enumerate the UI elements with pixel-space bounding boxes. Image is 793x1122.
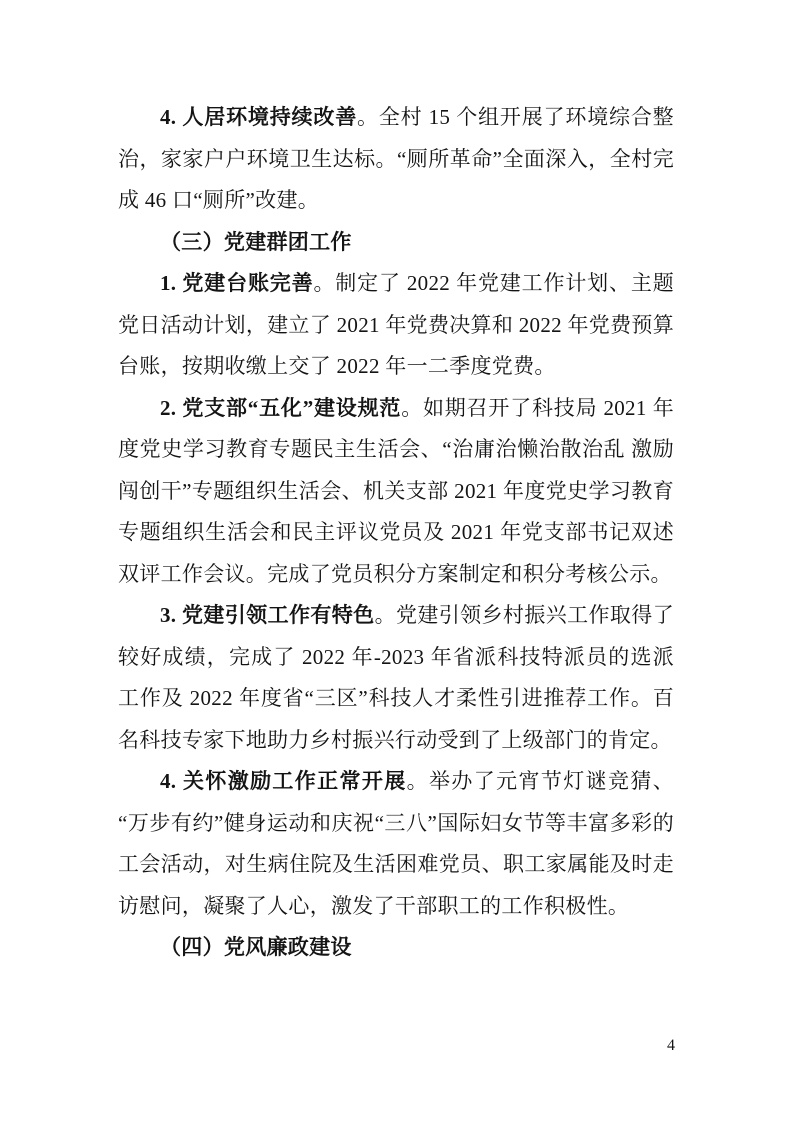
paragraph-text: 。制定了 2022 年党建工作计划、主题党日活动计划，建立了 2021 年党费决算和 2022 年党费预算台账，按期收缴上交了 2022 年一二季度党费。 (118, 271, 674, 378)
paragraph-lead: 1. 党建台账完善 (160, 271, 314, 295)
paragraph-text: 。全村 15 个组开展了环境综合整治，家家户户环境卫生达标。“厕所革命”全面深入，全村完成 46 口“厕所”改建。 (118, 105, 674, 212)
paragraph-lead: 2. 党支部“五化”建设规范 (160, 395, 402, 420)
paragraph-lead: 4. 人居环境持续改善 (160, 105, 358, 129)
section-heading-party-conduct: （四）党风廉政建设 (160, 935, 352, 959)
document-body (118, 97, 674, 969)
paragraph-party-ledger (118, 263, 674, 388)
paragraph-lead: 4. 关怀激励工作正常开展 (160, 769, 407, 793)
paragraph-text: 。举办了元宵节灯谜竞猜、“万步有约”健身运动和庆祝“三八”国际妇女节等丰富多彩的工会活动，对生病住院及生活困难党员、职工家属能及时走访慰问，凝聚了人心，激发了干部职工的工作积极性。 (118, 769, 674, 918)
page-footer (667, 1037, 675, 1055)
paragraph-care-incentive (118, 761, 674, 927)
paragraph-text: 。如期召开了科技局 2021 年度党史学习教育专题民主生活会、“治庸治懒治散治乱 激励闯创干”专题组织生活会、机关支部 2021 年度党史学习教育专题组织生活会和民主评议党员及 2021 年党支部书记双述双评工作会议。完成了党员积分方案制定和积分考核公示。 (118, 395, 674, 586)
paragraph-text: 。党建引领乡村振兴工作取得了较好成绩，完成了 2022 年-2023 年省派科技特派员的选派工作及 2022 年度省“三区”科技人才柔性引进推荐工作。百名科技专家下地助力乡村振兴行动受到了上级部门的肯定。 (118, 603, 674, 752)
paragraph-lead: 3. 党建引领工作有特色 (160, 603, 375, 627)
paragraph-branch-standardization (118, 388, 674, 596)
section-heading-party-building: （三）党建群团工作 (160, 229, 352, 254)
paragraph-living-environment (118, 97, 674, 222)
paragraph-party-leading-features (118, 595, 674, 761)
page-number: 4 (667, 1037, 675, 1054)
